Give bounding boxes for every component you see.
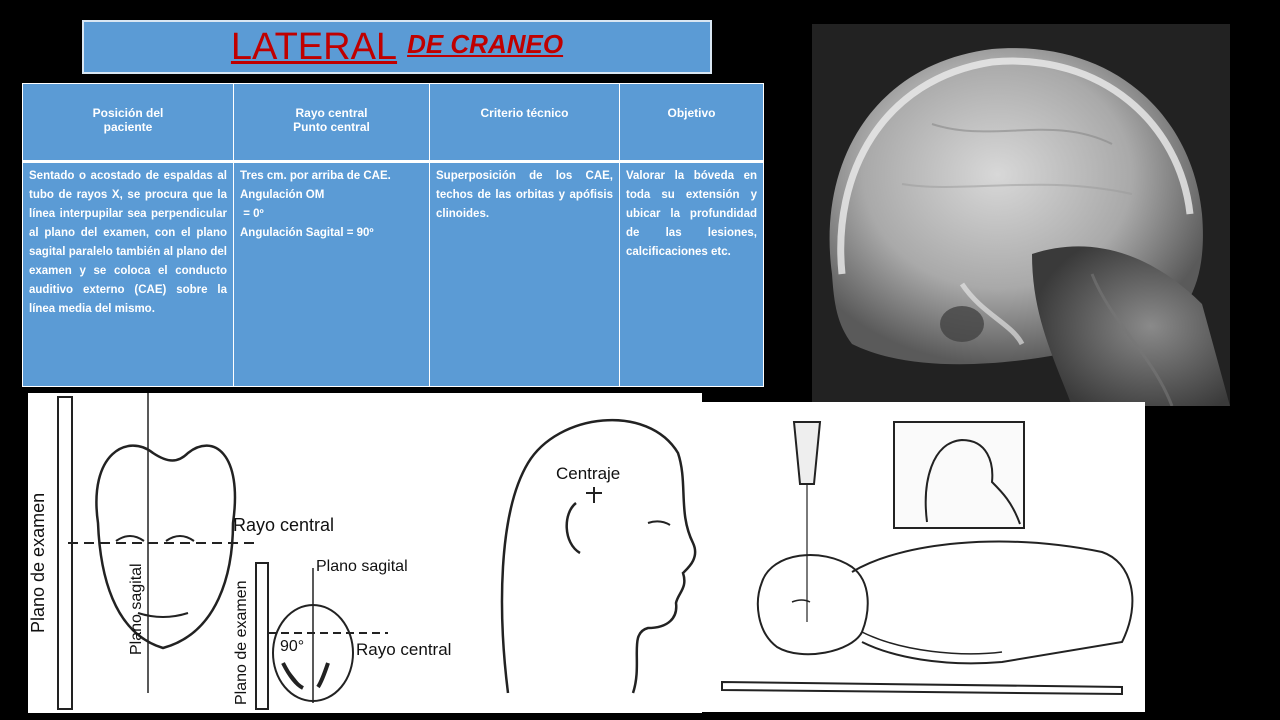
patient-drawing [702, 402, 1145, 712]
cell-criterio: Superposición de los CAE, techos de las orbitas y apófisis clinoides. [430, 162, 620, 387]
cell-line: Angulación OM [240, 189, 325, 201]
label-centraje: Centraje [556, 464, 621, 483]
header-criterio [430, 84, 620, 162]
exam-table [722, 682, 1122, 694]
label-plano-examen-1: Plano de examen [28, 492, 48, 633]
cell-line: Tres cm. por arriba de CAE. [240, 170, 391, 182]
header-line: Rayo central [295, 106, 368, 120]
header-line: Objetivo [667, 106, 716, 120]
label-rayo-central-2: Rayo central [356, 640, 452, 659]
header-objetivo [620, 84, 764, 162]
cell-objetivo: Valorar la bóveda en toda su extensión y ubicar la profundidad de las lesiones, calcificaciones etc. [620, 162, 764, 387]
cell-rayo-central [234, 162, 430, 387]
title-sub: DE CRANEO [407, 29, 564, 59]
header-line: paciente [103, 120, 153, 134]
header-line: Posición del [92, 106, 164, 120]
diagram-drawing [28, 393, 702, 713]
skull-xray-image [812, 24, 1230, 406]
title-main: LATERAL [230, 26, 398, 68]
label-angle: 90° [280, 638, 305, 655]
xray-tube [794, 422, 820, 484]
lateral-head [502, 420, 695, 693]
label-plano-sagital-vertical: Plano sagital [128, 563, 145, 655]
label-plano-sagital: Plano sagital [316, 558, 408, 575]
positioning-diagram-left [28, 393, 702, 713]
header-line: Criterio técnico [480, 106, 569, 120]
table-header-row [23, 84, 764, 162]
header-posicion [23, 84, 234, 162]
header-rayo-central [234, 84, 430, 162]
patient-illustration [702, 402, 1145, 712]
header-line: Punto central [293, 120, 370, 134]
plano-examen-bar-2 [256, 563, 268, 709]
cell-line: Angulación Sagital = 90º [240, 227, 374, 239]
skull-xray-drawing [812, 24, 1230, 406]
title-bar [82, 20, 712, 74]
label-plano-examen-2: Plano de examen [233, 580, 250, 705]
label-rayo-central-1: Rayo central [233, 515, 335, 535]
framed-portrait [894, 422, 1024, 528]
table-row [23, 162, 764, 387]
plano-examen-bar [58, 397, 72, 709]
cell-line: = 0º [240, 208, 264, 220]
cell-posicion: Sentado o acostado de espaldas al tubo de rayos X, se procura que la línea interpupilar sea perpendicular al plano del examen, con el plano sagital paralelo también al plano del examen y se coloca el conducto auditivo externo (CAE) sobre la línea media del mismo. [23, 162, 234, 387]
positioning-table [22, 83, 764, 387]
patient-head [758, 555, 868, 654]
patient-body [852, 542, 1132, 664]
